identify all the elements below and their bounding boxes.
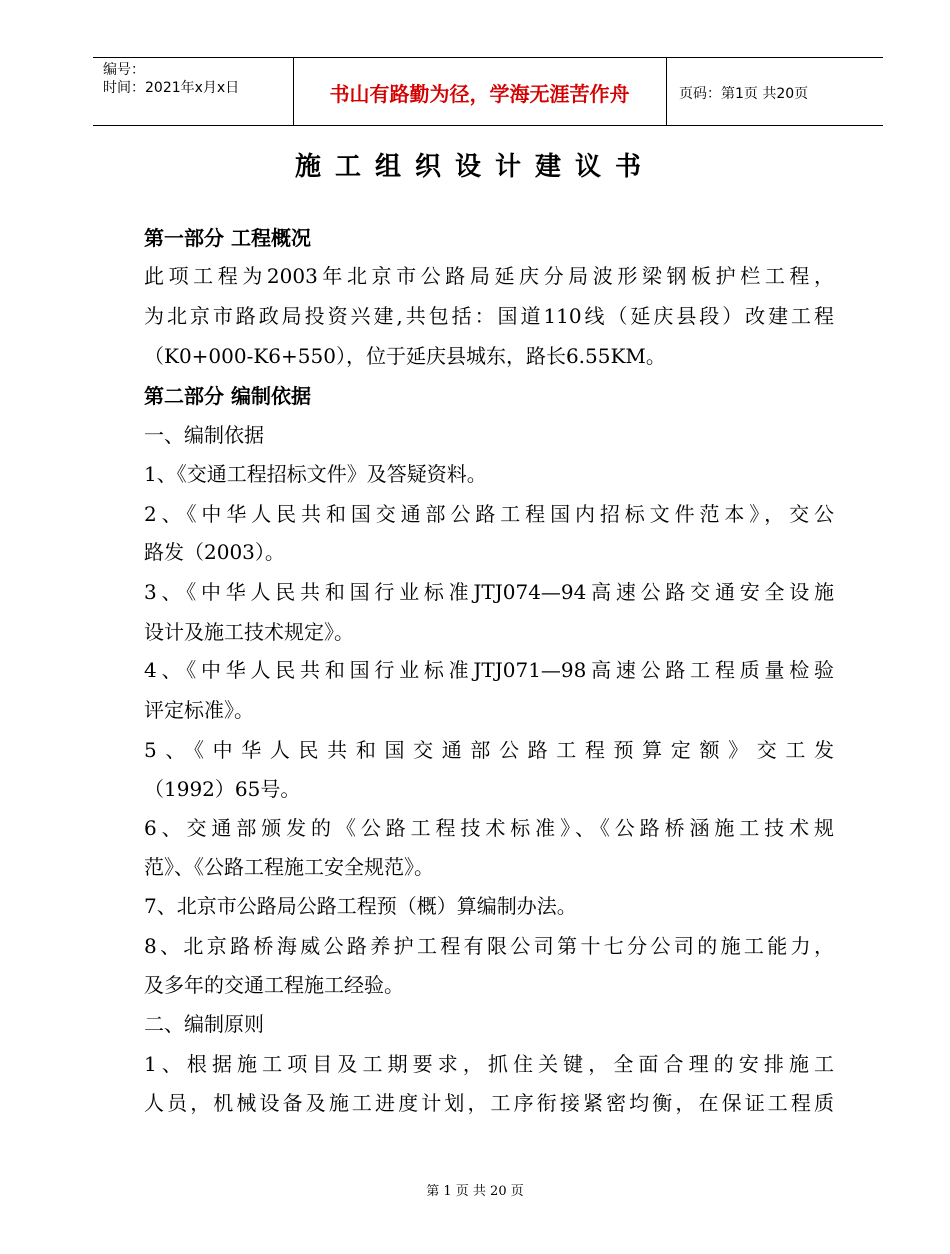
- paragraph-line: （K0+000-K6+550），位于延庆县城东，路长6.55KM。: [144, 344, 666, 368]
- list-item-continued: 及多年的交通工程施工经验。: [144, 973, 404, 997]
- header-page-info: 页码：第1页 共20页: [679, 86, 809, 102]
- page-header: [93, 57, 883, 126]
- list-item: 8、北京路桥海威公路养护工程有限公司第十七分公司的施工能力，: [144, 934, 834, 958]
- list-item-continued: 人员，机械设备及施工进度计划，工序衔接紧密均衡，在保证工程质: [144, 1091, 834, 1115]
- list-item: 5、《中华人民共和国交通部公路工程预算定额》交工发: [144, 738, 834, 762]
- header-meta: [103, 61, 239, 97]
- time-label: 时间：2021年x月x日: [103, 80, 240, 96]
- list-item: 4、《中华人民共和国行业标准JTJ071—98高速公路工程质量检验: [144, 658, 834, 682]
- section-heading: 第一部分 工程概况: [144, 226, 311, 250]
- list-item: 6、交通部颁发的《公路工程技术标准》、《公路桥涵施工技术规: [144, 816, 834, 840]
- list-item-continued: 评定标准》。: [144, 698, 254, 722]
- page-footer: 第 1 页 共 20 页: [426, 1184, 524, 1199]
- subsection-heading: 一、编制依据: [144, 423, 264, 447]
- header-motto: 书山有路勤为径，学海无涯苦作舟: [329, 82, 630, 106]
- list-item: 1、《交通工程招标文件》及答疑资料。: [144, 462, 487, 486]
- paragraph-line: 此项工程为2003年北京市公路局延庆分局波形梁钢板护栏工程，: [144, 264, 834, 288]
- list-item-continued: 设计及施工技术规定》。: [144, 620, 354, 644]
- list-item-continued: 路发（2003）。: [144, 540, 285, 564]
- list-item-continued: 范》、《公路工程施工安全规范》。: [144, 855, 434, 879]
- list-item: 1、根据施工项目及工期要求，抓住关键，全面合理的安排施工: [144, 1052, 834, 1076]
- document-title: 施工组织设计建议书: [294, 152, 655, 182]
- list-item-continued: （1992）65号。: [144, 777, 301, 801]
- list-item: 2、《中华人民共和国交通部公路工程国内招标文件范本》，交公: [144, 502, 834, 526]
- number-label: 编号：: [103, 62, 145, 78]
- list-item: 7、北京市公路局公路工程预（概）算编制办法。: [144, 894, 577, 918]
- list-item: 3、《中华人民共和国行业标准JTJ074—94高速公路交通安全设施: [144, 580, 834, 604]
- section-heading: 第二部分 编制依据: [144, 384, 311, 408]
- paragraph-line: 为北京市路政局投资兴建,共包括：国道110线（延庆县段）改建工程: [144, 304, 834, 328]
- subsection-heading: 二、编制原则: [144, 1012, 264, 1036]
- header-divider: [666, 58, 667, 125]
